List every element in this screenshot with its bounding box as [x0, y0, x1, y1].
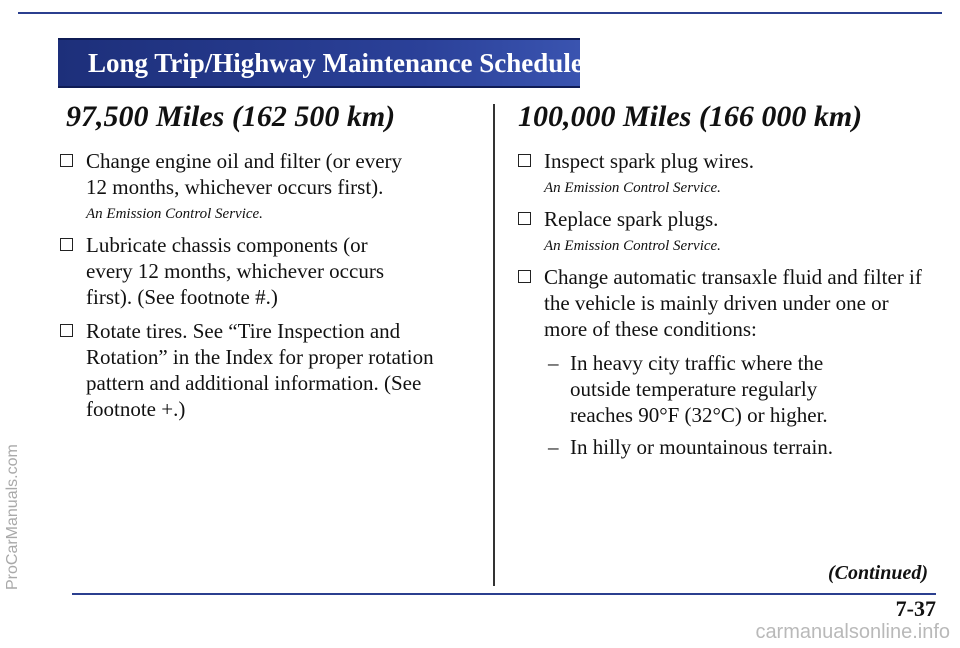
item-note: An Emission Control Service. [544, 180, 721, 196]
column-divider [493, 104, 495, 586]
checklist-item [60, 148, 470, 224]
item-text: Replace spark plugs. [544, 207, 719, 231]
sub-item [518, 350, 918, 428]
checklist-item [518, 148, 918, 198]
continued-label: (Continued) [827, 562, 928, 584]
checkbox-icon [518, 270, 531, 283]
checklist-item [60, 232, 470, 310]
checkbox-icon [518, 154, 531, 167]
left-heading: 97,500 Miles (162 500 km) [66, 100, 396, 133]
item-note: An Emission Control Service. [544, 238, 721, 254]
item-text: Inspect spark plug wires. [544, 149, 754, 173]
dash-icon: – [548, 435, 559, 459]
dash-icon: – [548, 351, 559, 375]
bottom-rule [72, 593, 936, 595]
right-heading: 100,000 Miles (166 000 km) [518, 100, 863, 133]
checkbox-icon [60, 238, 73, 251]
checkbox-icon [518, 212, 531, 225]
item-text: Change engine oil and filter (or every 12 months, whichever occurs first). [86, 149, 403, 199]
banner-title: Long Trip/Highway Maintenance Schedule [88, 48, 583, 78]
checklist-item [518, 206, 918, 256]
bottom-watermark: carmanualsonline.info [755, 621, 950, 643]
sub-item [518, 434, 918, 460]
item-text: Lubricate chassis components (or every 12 months, whichever occurs first). (See footnote #.) [86, 233, 384, 309]
checkbox-icon [60, 154, 73, 167]
section-banner [58, 38, 583, 88]
checklist-item [60, 318, 470, 422]
left-column [60, 100, 470, 430]
right-column [518, 100, 922, 460]
top-rule [18, 12, 942, 14]
checkbox-icon [60, 324, 73, 337]
checklist-item [518, 264, 922, 342]
page-number: 7-37 [895, 596, 936, 621]
item-text: Change automatic transaxle fluid and filter if the vehicle is mainly driven under one or more of these conditions: [544, 265, 922, 341]
side-watermark: ProCarManuals.com [4, 444, 21, 590]
sub-item-text: In hilly or mountainous terrain. [570, 435, 834, 459]
sub-item-text: In heavy city traffic where the outside temperature regularly reaches 90°F (32°C) or higher. [570, 351, 828, 427]
item-note: An Emission Control Service. [86, 206, 263, 222]
item-text: Rotate tires. See “Tire Inspection and Rotation” in the Index for proper rotation pattern and additional information. (See footnote +.) [86, 319, 434, 421]
